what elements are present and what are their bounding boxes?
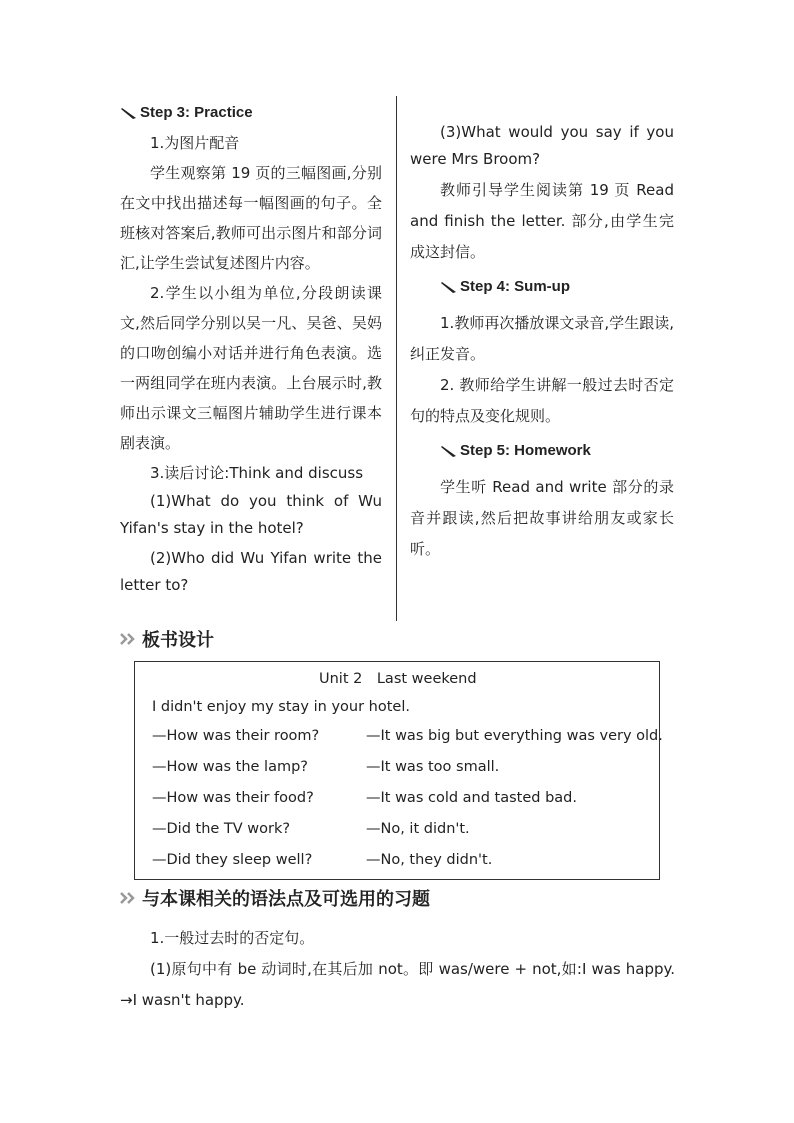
question-1: (1)What do you think of Wu Yifan's stay in the hotel? bbox=[120, 492, 382, 537]
quill-pen-icon bbox=[120, 106, 138, 120]
question-3: (3)What would you say if you were Mrs Broom? bbox=[410, 123, 674, 168]
board-question: —Did they sleep well? bbox=[152, 852, 313, 868]
column-divider bbox=[396, 96, 397, 621]
board-answer: —No, they didn't. bbox=[366, 852, 493, 868]
board-intro: I didn't enjoy my stay in your hotel. bbox=[152, 699, 410, 715]
board-answer: —It was too small. bbox=[366, 759, 500, 775]
grammar-point-1: 1.一般过去时的否定句。 bbox=[150, 929, 315, 947]
item1-title: 1.为图片配音 bbox=[150, 134, 240, 152]
step4-heading bbox=[440, 272, 674, 302]
left-column bbox=[120, 98, 382, 599]
question-3-follow: 教师引导学生阅读第 19 页 Read and finish the letter. 部分,由学生完成这封信。 bbox=[410, 181, 674, 261]
double-chevron-icon bbox=[120, 891, 140, 905]
double-chevron-icon bbox=[120, 632, 140, 646]
board-question: —How was their room? bbox=[152, 728, 320, 744]
step3-title: Step 3: Practice bbox=[140, 104, 253, 121]
step5-title: Step 5: Homework bbox=[460, 442, 591, 459]
board-design-title: 板书设计 bbox=[142, 630, 214, 651]
step5-heading bbox=[440, 436, 674, 466]
board-design-heading bbox=[120, 624, 214, 654]
step4-item-1: 1.教师再次播放课文录音,学生跟读,纠正发音。 bbox=[410, 314, 674, 363]
grammar-point-1-sub: (1)原句中有 be 动词时,在其后加 not。即 was/were + not,如:I was happy. →I wasn't happy. bbox=[120, 960, 675, 1009]
right-column bbox=[410, 119, 674, 565]
board-answer: —It was big but everything was very old. bbox=[366, 728, 663, 744]
item1-body: 学生观察第 19 页的三幅图画,分别在文中找出描述每一幅图画的句子。全班核对答案后,教师可出示图片和部分词汇,让学生尝试复述图片内容。 bbox=[120, 164, 382, 272]
item2-body: 2.学生以小组为单位,分段朗读课文,然后同学分别以吴一凡、吴爸、吴妈的口吻创编小对话并进行角色表演。选一两组同学在班内表演。上台展示时,教师出示课文三幅图片辅助学生进行课本剧表演。 bbox=[120, 284, 382, 452]
step4-title: Step 4: Sum-up bbox=[460, 278, 571, 295]
board-unit-title: Unit 2 Last weekend bbox=[319, 671, 477, 687]
step5-body: 学生听 Read and write 部分的录音并跟读,然后把故事讲给朋友或家长听。 bbox=[410, 478, 674, 558]
item3-title: 3.读后讨论:Think and discuss bbox=[150, 464, 364, 482]
grammar-heading bbox=[120, 883, 430, 913]
board-design-box bbox=[134, 661, 663, 880]
board-question: —Did the TV work? bbox=[152, 821, 291, 837]
question-2: (2)Who did Wu Yifan write the letter to? bbox=[120, 549, 382, 594]
board-answer: —No, it didn't. bbox=[366, 821, 470, 837]
grammar-title: 与本课相关的语法点及可选用的习题 bbox=[142, 889, 430, 910]
board-question: —How was their food? bbox=[152, 790, 314, 806]
step3-heading bbox=[120, 98, 382, 128]
quill-pen-icon bbox=[440, 280, 458, 294]
board-question: —How was the lamp? bbox=[152, 759, 308, 775]
board-answer: —It was cold and tasted bad. bbox=[366, 790, 578, 806]
grammar-content bbox=[120, 922, 675, 1016]
step4-item-2: 2. 教师给学生讲解一般过去时否定句的特点及变化规则。 bbox=[410, 376, 674, 425]
quill-pen-icon bbox=[440, 444, 458, 458]
